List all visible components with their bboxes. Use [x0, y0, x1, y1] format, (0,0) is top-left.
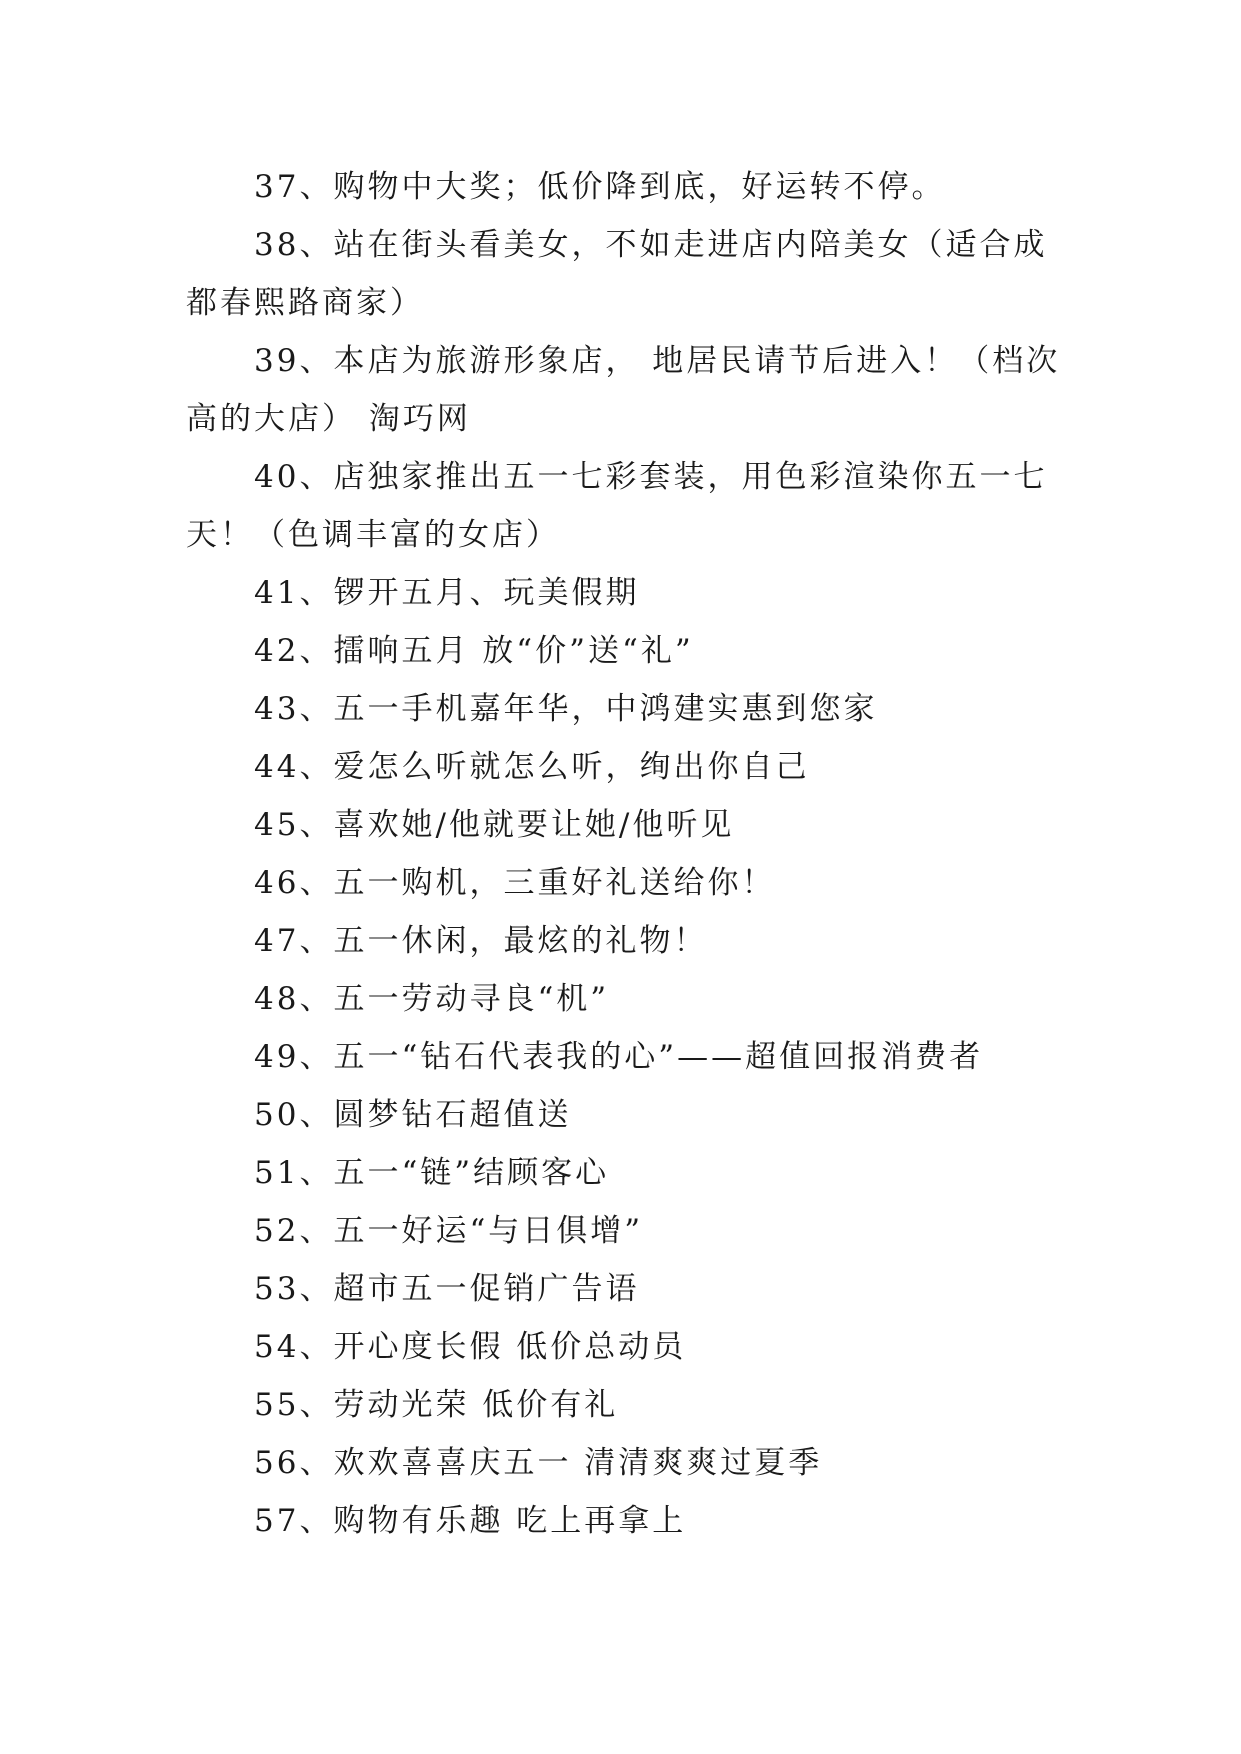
- paragraph-52: 52、五一好运“与日俱增”: [254, 1213, 644, 1249]
- paragraph-53: 53、超市五一促销广告语: [254, 1271, 640, 1307]
- paragraph-48: 48、五一劳动寻良“机”: [254, 981, 610, 1017]
- paragraph-46: 46、五一购机，三重好礼送给你！: [254, 865, 776, 901]
- paragraph-39: 39、本店为旅游形象店， 地居民请节后进入！（档次高的大店） 淘巧网: [186, 343, 1061, 437]
- paragraph-47: 47、五一休闲，最炫的礼物！: [254, 923, 708, 959]
- paragraph-56: 56、欢欢喜喜庆五一 清清爽爽过夏季: [254, 1445, 823, 1481]
- paragraph-41: 41、锣开五月、玩美假期: [254, 575, 640, 611]
- paragraph-42: 42、擂响五月 放“价”送“礼”: [254, 633, 694, 669]
- paragraph-50: 50、圆梦钻石超值送: [254, 1097, 572, 1133]
- paragraph-51: 51、五一“链”结顾客心: [254, 1155, 610, 1191]
- paragraph-37: 37、购物中大奖；低价降到底，好运转不停。: [254, 169, 946, 205]
- paragraph-49: 49、五一“钻石代表我的心”——超值回报消费者: [254, 1039, 984, 1075]
- paragraph-40: 40、店独家推出五一七彩套装，用色彩渲染你五一七天！（色调丰富的女店）: [186, 459, 1048, 553]
- paragraph-38: 38、站在街头看美女，不如走进店内陪美女（适合成都春熙路商家）: [186, 227, 1048, 321]
- paragraph-45: 45、喜欢她/他就要让她/他听见: [254, 807, 735, 843]
- paragraph-57: 57、购物有乐趣 吃上再拿上: [254, 1503, 687, 1539]
- paragraph-54: 54、开心度长假 低价总动员: [254, 1329, 687, 1365]
- document-body: [186, 158, 1066, 1550]
- paragraph-55: 55、劳动光荣 低价有礼: [254, 1387, 619, 1423]
- paragraph-43: 43、五一手机嘉年华，中鸿建实惠到您家: [254, 691, 878, 727]
- paragraph-44: 44、爱怎么听就怎么听，绚出你自己: [254, 749, 810, 785]
